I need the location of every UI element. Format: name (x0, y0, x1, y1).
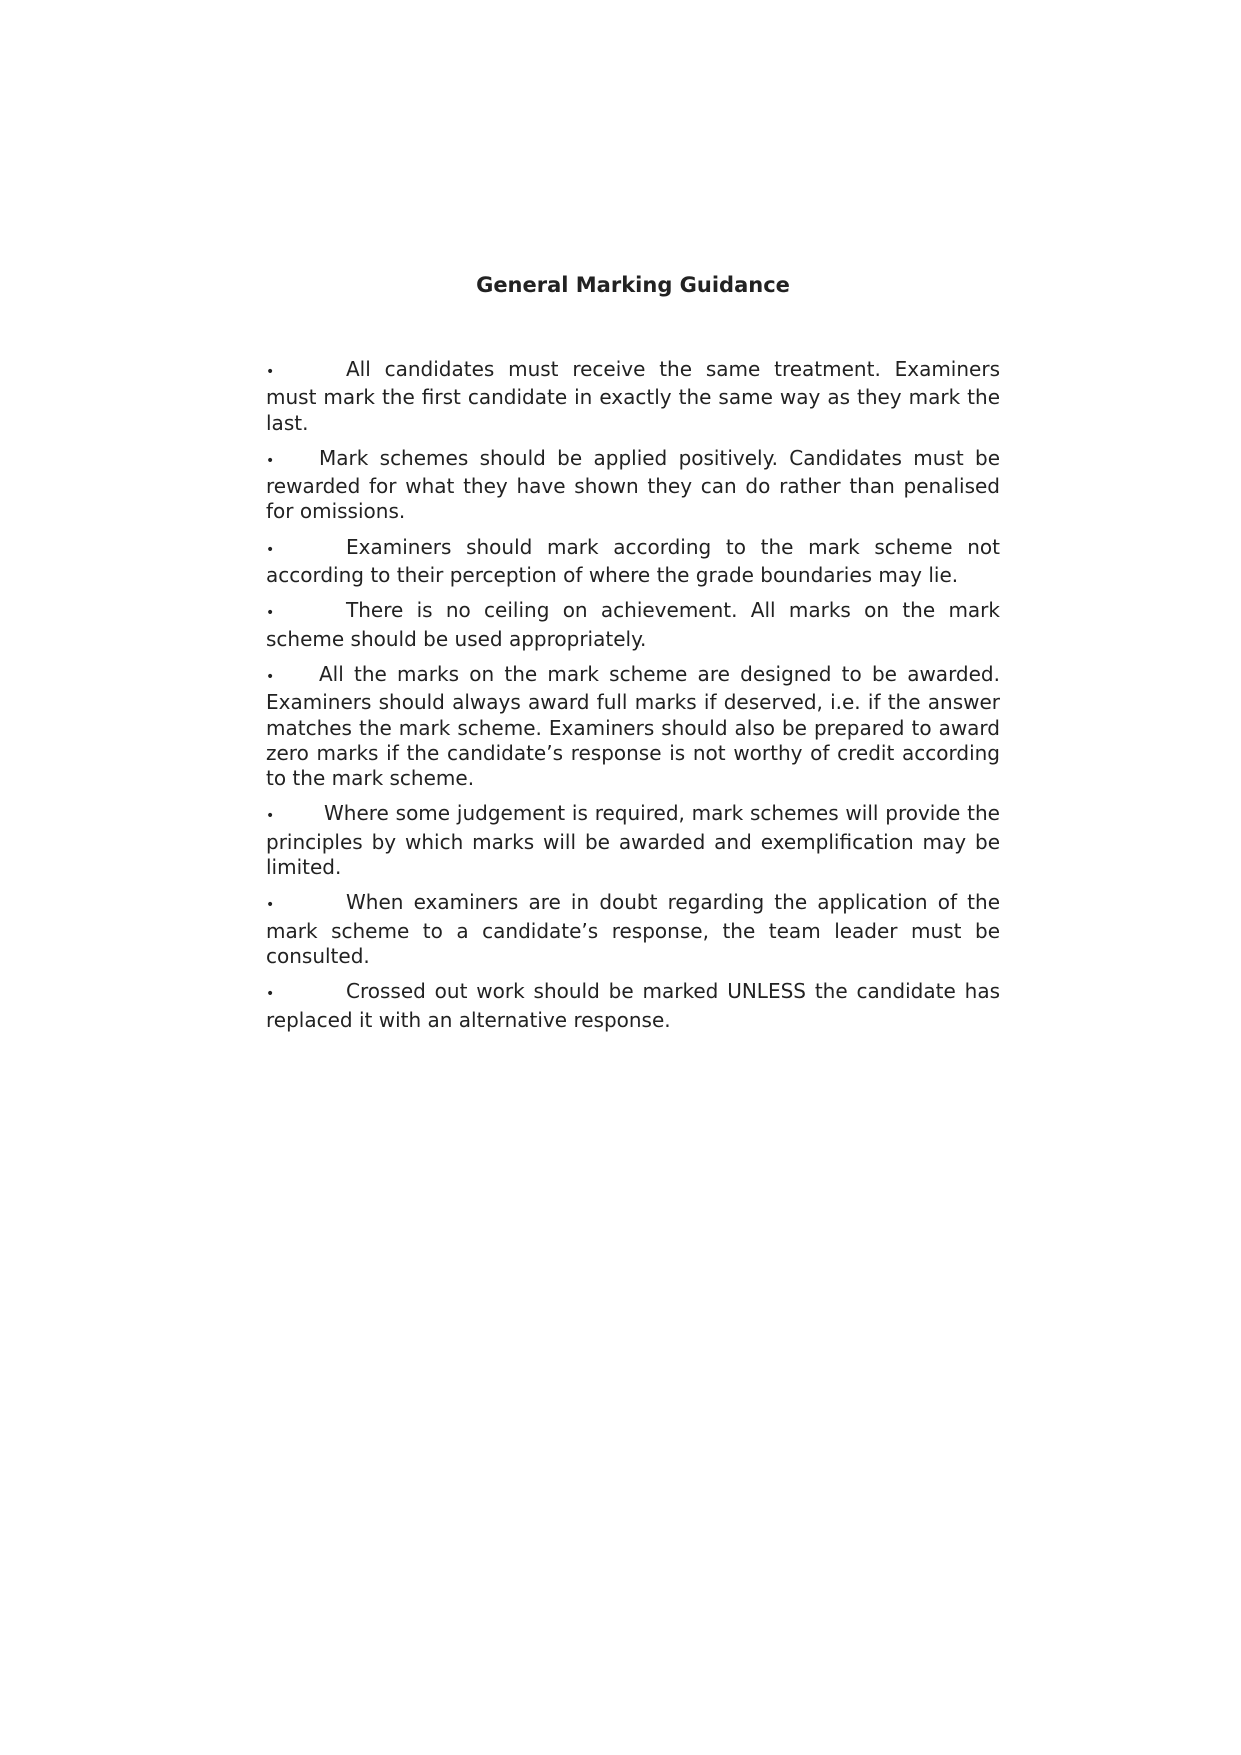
bullet-icon: • (266, 541, 275, 558)
bullet-icon: • (266, 808, 275, 825)
list-item (266, 801, 1000, 880)
list-item (266, 357, 1000, 436)
list-item (266, 535, 1000, 589)
list-item (266, 598, 1000, 652)
bullet-icon: • (266, 605, 275, 622)
bullet-icon: • (266, 897, 275, 914)
list-item-text: All candidates must receive the same treatment. Examiners must mark the first candidate in exactly the same way as they mark the last. (266, 357, 1000, 435)
list-item-text: Examiners should mark according to the mark scheme not according to their perception of where the grade boundaries may lie. (266, 534, 1000, 588)
list-item-text: When examiners are in doubt regarding the application of the mark scheme to a candidate’s response, the team leader must be consulted. (266, 890, 1000, 968)
page-title: General Marking Guidance (476, 273, 790, 297)
guidance-list (266, 357, 1000, 1043)
list-item-text: Crossed out work should be marked UNLESS the candidate has replaced it with an alternative response. (266, 979, 1000, 1032)
bullet-icon: • (266, 668, 275, 685)
bullet-icon: • (266, 364, 275, 380)
bullet-icon: • (266, 986, 275, 1003)
list-item (266, 890, 1000, 969)
list-item (266, 446, 1000, 525)
list-item (266, 662, 1000, 791)
list-item-text: Where some judgement is required, mark schemes will provide the principles by which marks will be awarded and exemplification may be limited. (266, 801, 1000, 880)
list-item-text: All the marks on the mark scheme are designed to be awarded. Examiners should always award full marks if deserved, i.e. if the answer matches the mark scheme. Examiners should also be prepared to award zero marks if the candidate’s response is not worthy of credit according to the mark scheme. (266, 661, 1000, 791)
bullet-icon: • (266, 452, 275, 469)
list-item-text: There is no ceiling on achievement. All marks on the mark scheme should be used appropriately. (266, 598, 1000, 651)
list-item (266, 979, 1000, 1033)
list-item-text: Mark schemes should be applied positively. Candidates must be rewarded for what they have shown they can do rather than penalised for omissions. (266, 445, 1000, 524)
